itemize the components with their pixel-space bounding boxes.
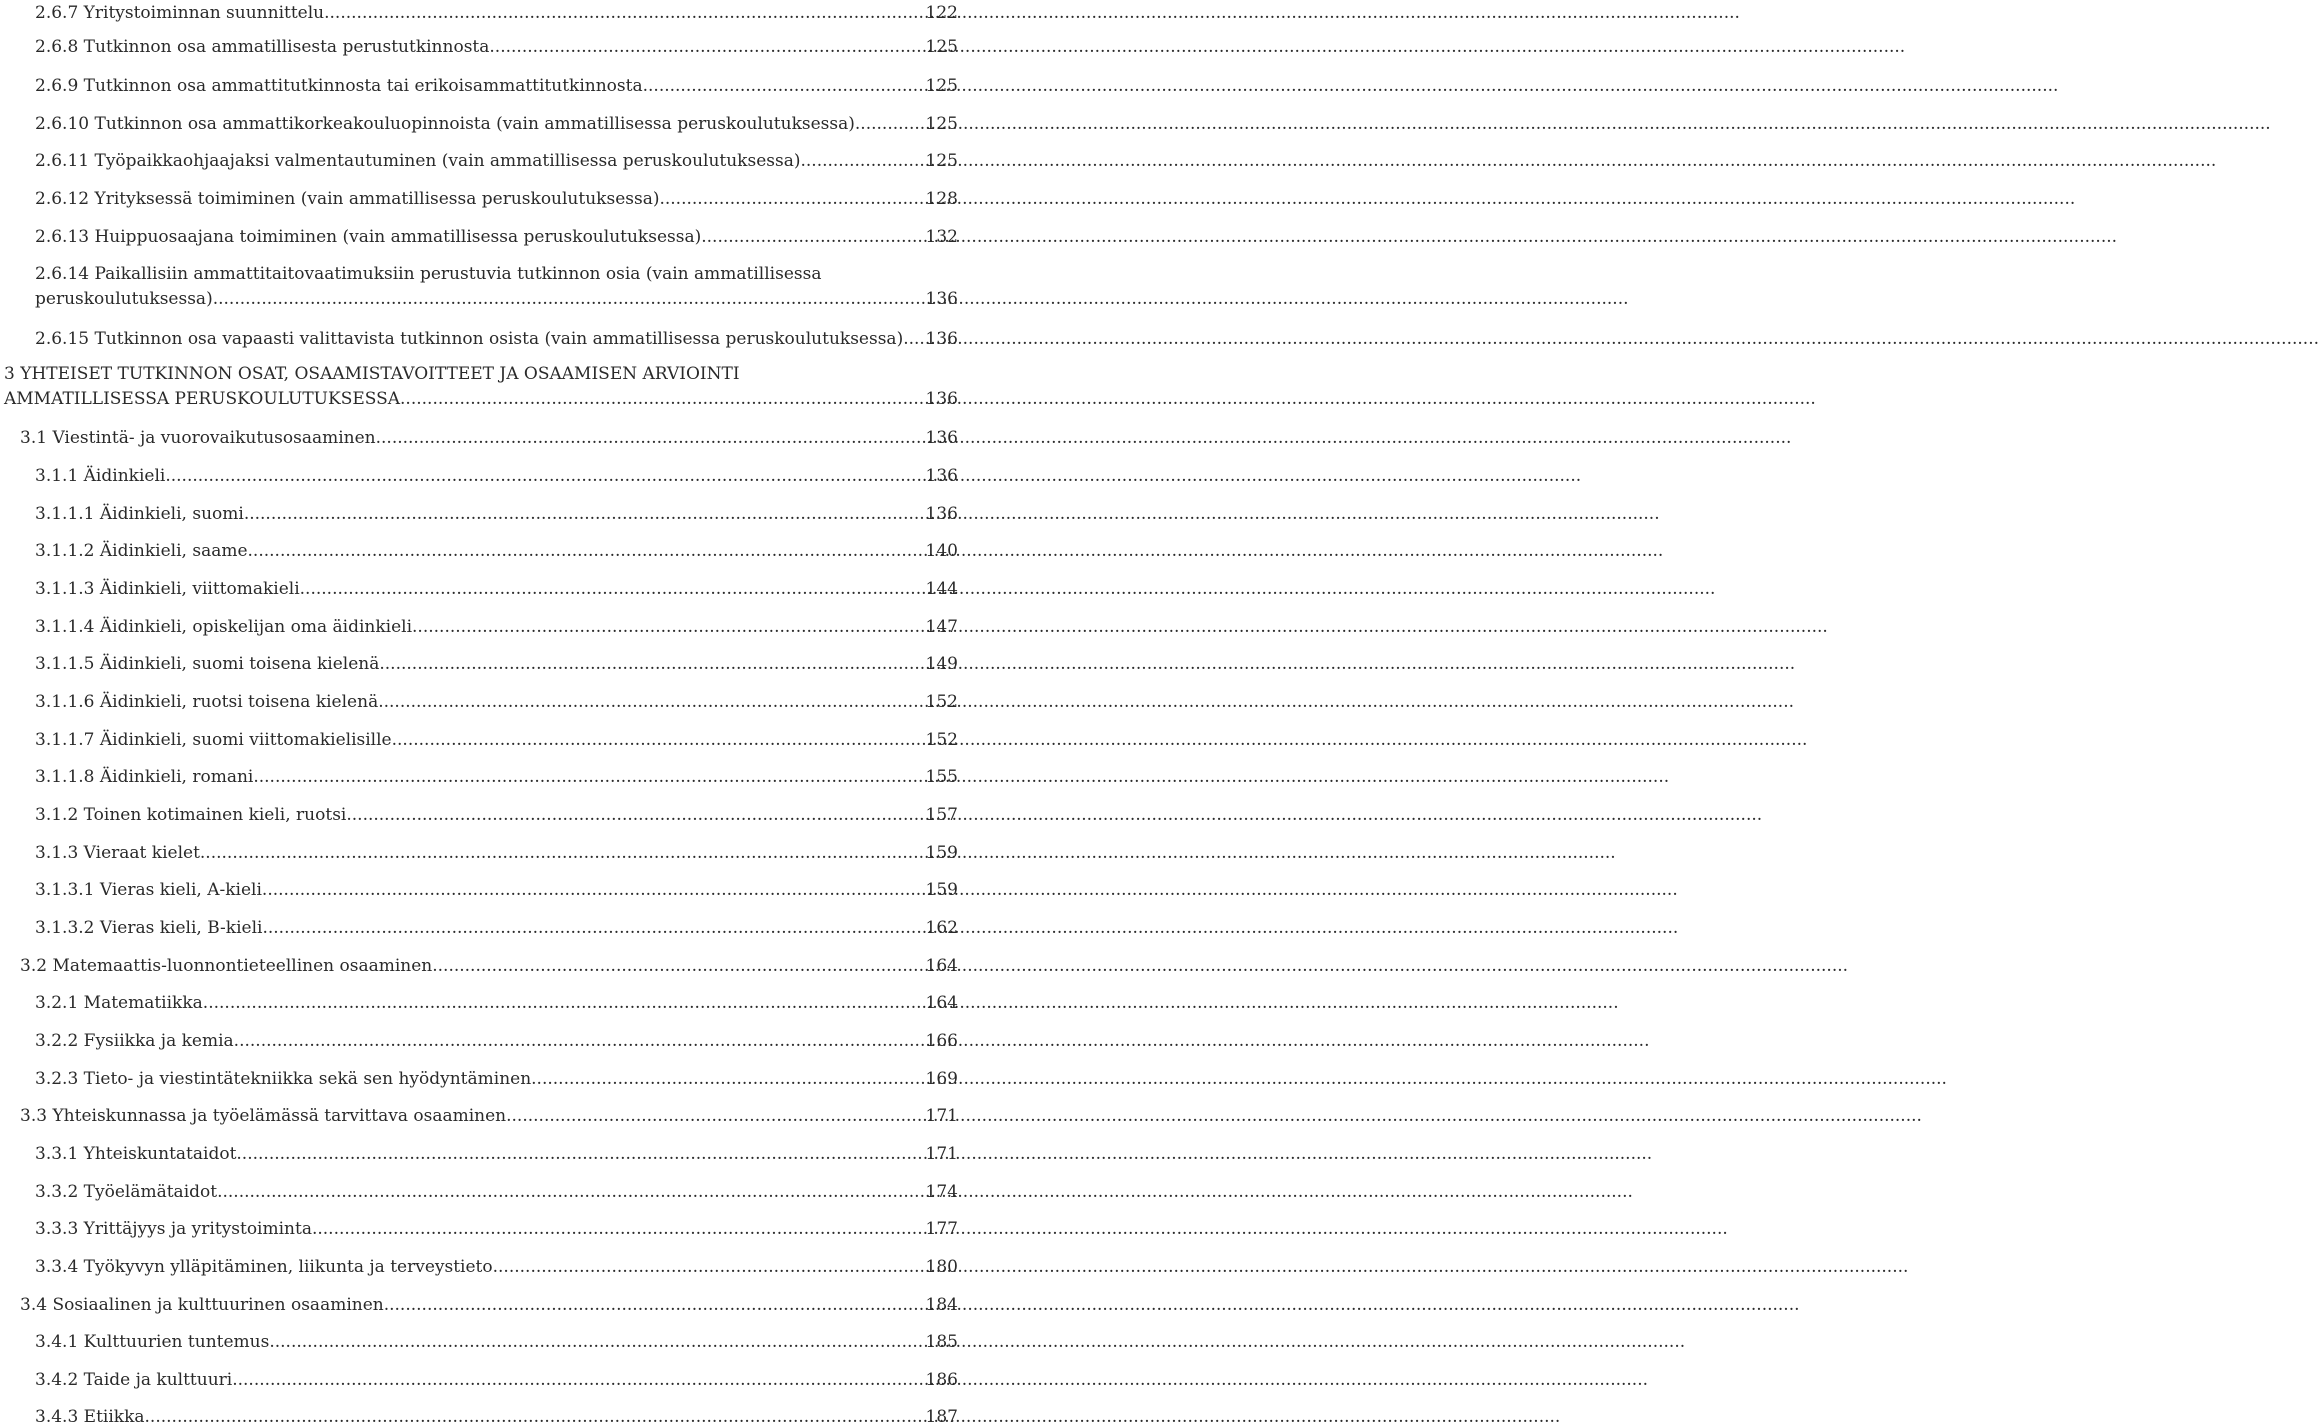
toc-entry[interactable] (0, 2, 958, 24)
toc-entry-title: 3.1.3 Vieraat kielet (35, 843, 200, 863)
dot-leader (248, 540, 924, 562)
toc-entry[interactable] (0, 113, 958, 135)
dot-leader (378, 691, 923, 713)
dot-leader (165, 465, 923, 487)
dot-leader (324, 2, 923, 24)
toc-entry[interactable] (0, 955, 958, 977)
dot-leader (489, 36, 923, 58)
toc-entry-title: 3.3.2 Työelämätaidot (35, 1182, 218, 1202)
toc-entry-page-number: 152 (925, 692, 958, 712)
toc-entry-page-number: 171 (925, 1144, 958, 1164)
toc-entry[interactable] (0, 879, 958, 901)
dot-leader (253, 766, 923, 788)
toc-entry-title: 3.3.1 Yhteiskuntataidot (35, 1144, 237, 1164)
toc-entry-title: 3.1.3.1 Vieras kieli, A-kieli (35, 880, 262, 900)
toc-entry-page-number: 180 (925, 1257, 958, 1277)
toc-entry[interactable] (0, 729, 958, 751)
toc-entry-page-number: 166 (925, 1031, 958, 1051)
toc-entry-page-number: 185 (925, 1332, 958, 1352)
toc-entry-page-number: 159 (925, 843, 958, 863)
toc-entry-page-number: 136 (925, 329, 958, 349)
toc-entry-page-number: 169 (925, 1069, 958, 1089)
toc-entry-page-number: 136 (925, 466, 958, 486)
toc-entry-title: 3.1.1 Äidinkieli (35, 466, 166, 486)
toc-entry-title: peruskoulutuksessa) (35, 289, 213, 309)
toc-entry-title: 3.1 Viestintä- ja vuorovaikutusosaaminen (20, 428, 376, 448)
toc-entry-page-number: 174 (925, 1182, 958, 1202)
toc-entry-title: 3.4 Sosiaalinen ja kulttuurinen osaaminen (20, 1295, 384, 1315)
toc-entry-title: 3.1.2 Toinen kotimainen kieli, ruotsi (35, 805, 347, 825)
dot-leader (200, 842, 924, 864)
toc-entry-title: 3.4.1 Kulttuurien tuntemus (35, 1332, 270, 1352)
toc-entry-page-number: 186 (925, 1370, 958, 1390)
dot-leader (379, 653, 923, 675)
toc-entry[interactable] (0, 766, 958, 788)
toc-entry[interactable] (0, 691, 958, 713)
dot-leader (262, 879, 924, 901)
toc-entry-page-number: 171 (925, 1106, 958, 1126)
toc-entry[interactable] (0, 1181, 958, 1203)
toc-entry[interactable] (0, 503, 958, 525)
dot-leader (493, 1256, 924, 1278)
toc-entry[interactable] (0, 36, 958, 58)
toc-entry-title: 3.2.2 Fysiikka ja kemia (35, 1031, 234, 1051)
toc-entry[interactable] (0, 150, 958, 172)
toc-entry[interactable] (0, 1218, 958, 1240)
dot-leader (234, 1030, 924, 1052)
toc-entry[interactable] (0, 1331, 958, 1353)
dot-leader (392, 729, 924, 751)
toc-entry-page-number: 164 (925, 956, 958, 976)
toc-entry-title: 3.2 Matemaattis-luonnontieteellinen osaaminen (20, 956, 433, 976)
dot-leader (213, 288, 924, 310)
toc-entry-title: 2.6.7 Yritystoiminnan suunnittelu (35, 3, 325, 23)
dot-leader (312, 1218, 924, 1240)
toc-entry-title: 2.6.13 Huippuosaajana toimiminen (vain ammatillisessa peruskoulutuksessa) (35, 227, 702, 247)
toc-entry-page-number: 152 (925, 730, 958, 750)
dot-leader (346, 804, 923, 826)
toc-entry-page-number: 136 (925, 289, 958, 309)
toc-entry-page-number: 147 (925, 617, 958, 637)
toc-entry[interactable] (0, 1369, 958, 1391)
toc-entry-title: 2.6.10 Tutkinnon osa ammattikorkeakouluopinnoista (vain ammatillisessa peruskoulutuksessa) (35, 114, 855, 134)
toc-entry-title: 3.2.1 Matematiikka (35, 993, 203, 1013)
toc-entry-title: 3.3.4 Työkyvyn ylläpitäminen, liikunta ja terveystieto (35, 1257, 493, 1277)
toc-entry[interactable] (0, 363, 958, 410)
toc-entry-title: 2.6.15 Tutkinnon osa vapaasti valittavista tutkinnon osista (vain ammatillisessa peruskoulutuksessa) (35, 329, 904, 349)
dot-leader (236, 1143, 923, 1165)
toc-entry-page-number: 149 (925, 654, 958, 674)
toc-entry-page-number: 125 (925, 76, 958, 96)
toc-entry-title: 3.1.3.2 Vieras kieli, B-kieli (35, 918, 263, 938)
toc-entry-page-number: 140 (925, 541, 958, 561)
dot-leader (384, 1294, 924, 1316)
dot-leader (217, 1181, 923, 1203)
toc-entry-page-number: 187 (925, 1407, 958, 1427)
toc-entry[interactable] (0, 1294, 958, 1316)
dot-leader (203, 992, 924, 1014)
toc-entry[interactable] (0, 328, 958, 350)
toc-entry-title: AMMATILLISESSA PERUSKOULUTUKSESSA (4, 389, 401, 409)
toc-entry[interactable] (0, 616, 958, 638)
dot-leader (232, 1369, 923, 1391)
toc-entry-page-number: 157 (925, 805, 958, 825)
toc-entry-title: 3.1.1.6 Äidinkieli, ruotsi toisena kielenä (35, 692, 379, 712)
toc-entry[interactable] (0, 1406, 958, 1428)
toc-entry-page-number: 136 (925, 389, 958, 409)
toc-entry[interactable] (0, 992, 958, 1014)
toc-entry[interactable] (0, 188, 958, 210)
toc-entry-title: 2.6.11 Työpaikkaohjaajaksi valmentautuminen (vain ammatillisessa peruskoulutuksessa) (35, 151, 801, 171)
dot-leader (400, 388, 924, 410)
toc-entry-page-number: 136 (925, 428, 958, 448)
toc-entry-title: 3.1.1.3 Äidinkieli, viittomakieli (35, 579, 300, 599)
toc-entry-page-number: 162 (925, 918, 958, 938)
toc-entry-title: 3.4.2 Taide ja kulttuuri (35, 1370, 233, 1390)
toc-entry-title-line: 3 YHTEISET TUTKINNON OSAT, OSAAMISTAVOITTEET JA OSAAMISEN ARVIOINTI (4, 364, 740, 384)
toc-entry-title: 3.1.1.1 Äidinkieli, suomi (35, 504, 244, 524)
dot-leader (432, 955, 923, 977)
toc-entry-page-number: 136 (925, 504, 958, 524)
toc-entry-title: 3.2.3 Tieto- ja viestintätekniikka sekä sen hyödyntäminen (35, 1069, 532, 1089)
toc-entry[interactable] (0, 427, 958, 449)
toc-entry[interactable] (0, 75, 958, 97)
dot-leader (701, 226, 923, 248)
toc-entry-title: 3.1.1.2 Äidinkieli, saame (35, 541, 248, 561)
dot-leader (800, 150, 923, 172)
toc-entry-page-number: 184 (925, 1295, 958, 1315)
toc-entry-page-number: 164 (925, 993, 958, 1013)
toc-entry[interactable] (0, 465, 958, 487)
toc-entry[interactable] (0, 917, 958, 939)
toc-entry-page-number: 177 (925, 1219, 958, 1239)
dot-leader (643, 75, 924, 97)
toc-entry-title: 3.4.3 Etiikka (35, 1407, 145, 1427)
toc-entry-title: 3.1.1.8 Äidinkieli, romani (35, 767, 254, 787)
toc-entry-title: 3.3 Yhteiskunnassa ja työelämässä tarvittava osaaminen (20, 1106, 507, 1126)
toc-entry-title: 2.6.9 Tutkinnon osa ammattitutkinnosta tai erikoisammattitutkinnosta (35, 76, 643, 96)
toc-entry-page-number: 144 (925, 579, 958, 599)
toc-entry-title: 3.1.1.5 Äidinkieli, suomi toisena kielenä (35, 654, 380, 674)
toc-entry[interactable] (0, 1256, 958, 1278)
toc-entry-title-line: 2.6.14 Paikallisiin ammattitaitovaatimuksiin perustuvia tutkinnon osia (vain ammatillisessa (35, 264, 822, 284)
toc-entry-title: 3.1.1.4 Äidinkieli, opiskelijan oma äidinkieli (35, 617, 413, 637)
toc-entry[interactable] (0, 263, 958, 310)
toc-entry[interactable] (0, 1105, 958, 1127)
toc-entry-page-number: 125 (925, 114, 958, 134)
dot-leader (659, 188, 923, 210)
toc-entry-page-number: 159 (925, 880, 958, 900)
dot-leader (376, 427, 924, 449)
toc-entry-title: 3.1.1.7 Äidinkieli, suomi viittomakielisille (35, 730, 392, 750)
dot-leader (531, 1068, 923, 1090)
dot-leader (412, 616, 924, 638)
dot-leader (145, 1406, 924, 1428)
toc-entry-page-number: 132 (925, 227, 958, 247)
toc-entry[interactable] (0, 1143, 958, 1165)
toc-entry[interactable] (0, 804, 958, 826)
dot-leader (300, 578, 924, 600)
toc-entry-page-number: 155 (925, 767, 958, 787)
toc-entry[interactable] (0, 1030, 958, 1052)
toc-entry[interactable] (0, 540, 958, 562)
dot-leader (903, 328, 923, 350)
toc-entry-page-number: 128 (925, 189, 958, 209)
toc-entry-title: 3.3.3 Yrittäjyys ja yritystoiminta (35, 1219, 312, 1239)
toc-entry[interactable] (0, 1068, 958, 1090)
toc-entry-title: 2.6.8 Tutkinnon osa ammatillisesta perustutkinnosta (35, 37, 490, 57)
dot-leader (855, 113, 924, 135)
dot-leader (506, 1105, 923, 1127)
dot-leader (269, 1331, 923, 1353)
toc-entry[interactable] (0, 653, 958, 675)
toc-entry[interactable] (0, 226, 958, 248)
dot-leader (244, 503, 924, 525)
toc-entry-page-number: 122 (925, 3, 958, 23)
toc-entry-title: 2.6.12 Yrityksessä toimiminen (vain ammatillisessa peruskoulutuksessa) (35, 189, 660, 209)
toc-entry-page-number: 125 (925, 37, 958, 57)
toc-entry-page-number: 125 (925, 151, 958, 171)
toc-entry[interactable] (0, 842, 958, 864)
toc-entry[interactable] (0, 578, 958, 600)
dot-leader (262, 917, 923, 939)
